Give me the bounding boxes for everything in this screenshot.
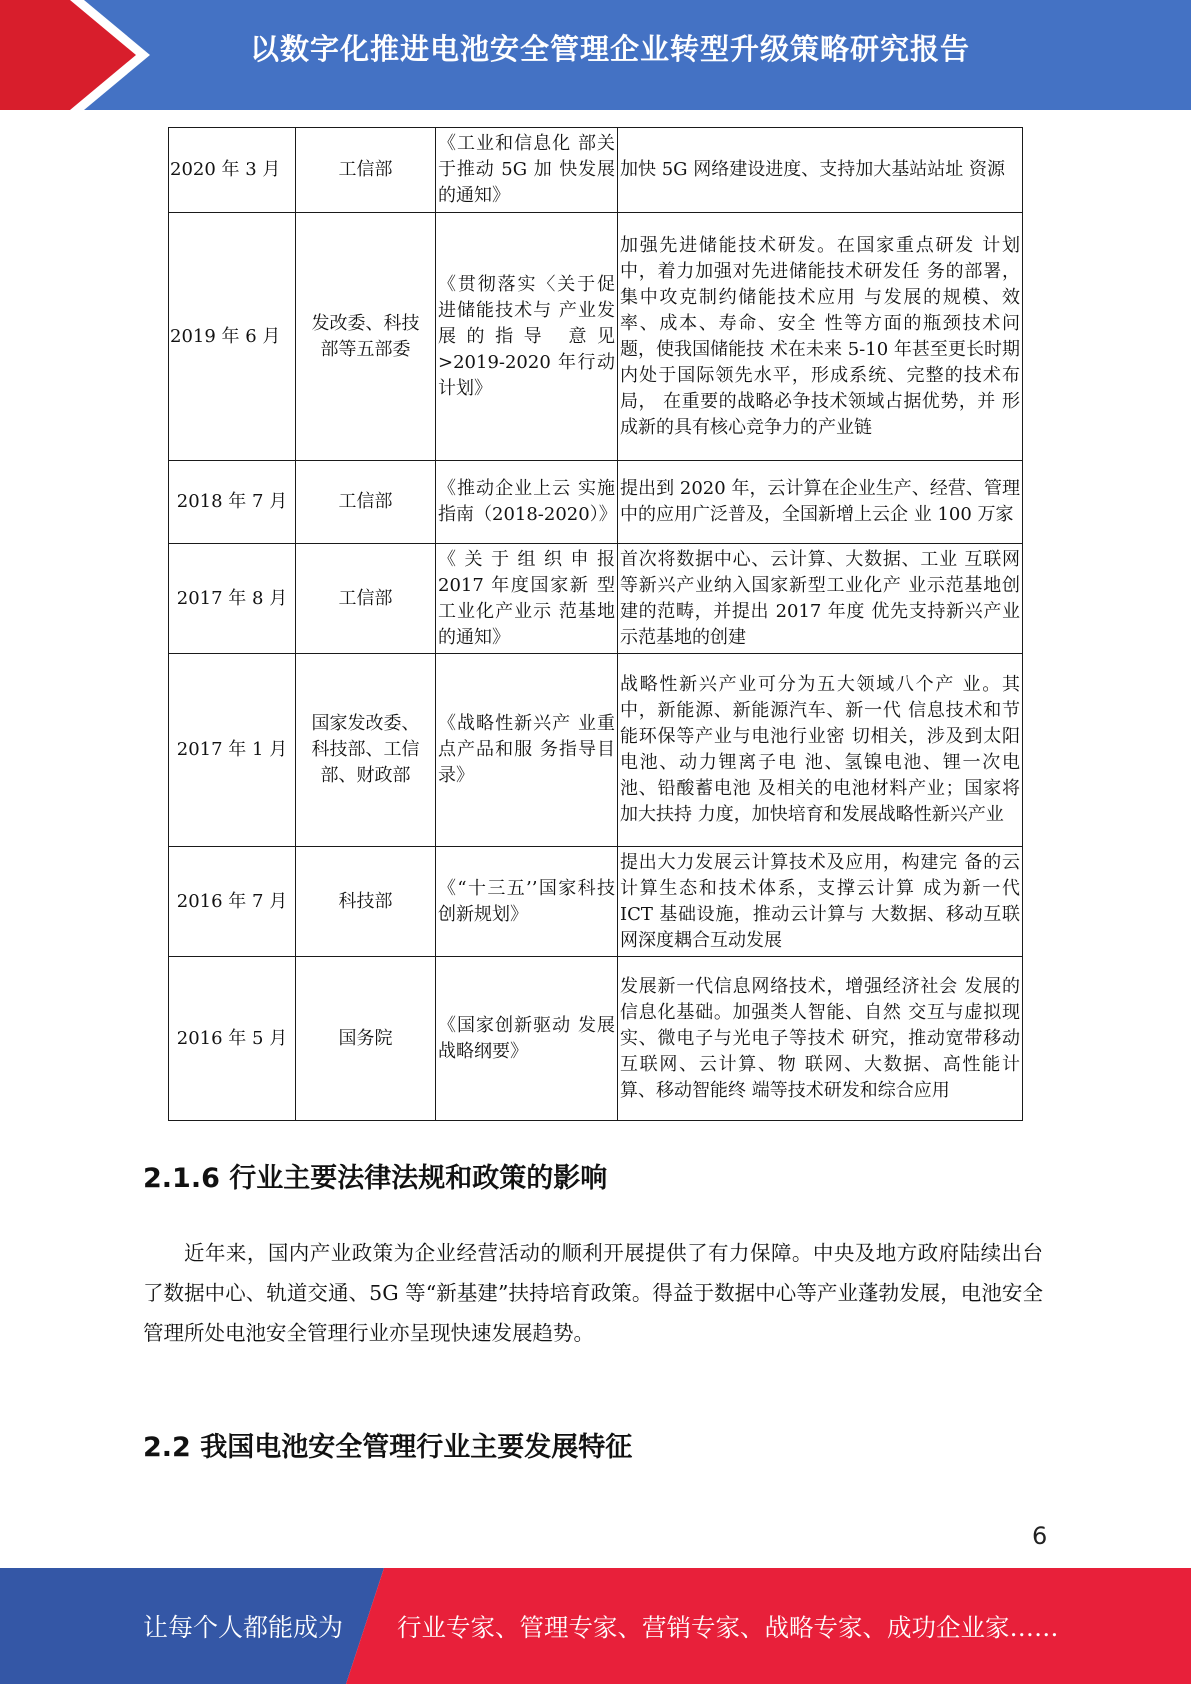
content-cell: 加强先进储能技术研发。在国家重点研发 计划中，着力加强对先进储能技术研发任 务的部署，集中攻克制约储能技术应用 与发展的规模、效率、成本、寿命、安全 性等方面的瓶颈技术问题，使我国储能技 术在未来 5-10 年甚至更长时期内处于国际领先水平，形成系统、完整的技术布局， 在重要的战略必争技术领域占据优势，并 形成新的具有核心竞争力的产业链: [618, 213, 1023, 461]
document-cell: 《国家创新驱动 发展战略纲要》: [436, 957, 618, 1121]
content-cell: 提出到 2020 年，云计算在企业生产、经营、管理中的应用广泛普及，全国新增上云企 业 100 万家: [618, 461, 1023, 544]
content-cell: 加快 5G 网络建设进度、支持加大基站站址 资源: [618, 128, 1023, 213]
document-cell: 《战略性新兴产 业重点产品和服 务指导目录》: [436, 654, 618, 847]
policy-row: [169, 957, 1023, 1121]
section-paragraph: 近年来，国内产业政策为企业经营活动的顺利开展提供了有力保障。中央及地方政府陆续出台了数据中心、轨道交通、5G 等“新基建”扶持培育政策。得益于数据中心等产业蓬勃发展，电池安全管理所处电池安全管理行业亦呈现快速发展趋势。: [143, 1241, 1043, 1345]
policy-row: [169, 654, 1023, 847]
date-cell: 2017 年 8 月: [169, 544, 296, 654]
content-cell: 战略性新兴产业可分为五大领域八个产 业。其中，新能源、新能源汽车、新一代 信息技术和节能环保等产业与电池行业密 切相关，涉及到太阳电池、动力锂离子电 池、氢镍电池、锂一次电池、铅酸蓄电池 及相关的电池材料产业；国家将加大扶持 力度，加快培育和发展战略性新兴产业: [618, 654, 1023, 847]
department-cell: 工信部: [296, 544, 436, 654]
date-cell: 2018 年 7 月: [169, 461, 296, 544]
section-heading-2-2: 2.2 我国电池安全管理行业主要发展特征: [143, 1432, 633, 1463]
content-cell: 提出大力发展云计算技术及应用，构建完 备的云计算生态和技术体系，支撑云计算 成为新一代 ICT 基础设施，推动云计算与 大数据、移动互联网深度耦合互动发展: [618, 847, 1023, 957]
policy-row: [169, 847, 1023, 957]
document-cell: 《工业和信息化 部关于推动 5G 加 快发展的通知》: [436, 128, 618, 213]
document-cell: 《贯彻落实〈关于促进储能技术与 产业发展的指导 意见 >2019-2020 年行动计划》: [436, 213, 618, 461]
date-cell: 2019 年 6 月: [169, 213, 296, 461]
document-cell: 《“十三五’’国家科技创新规划》: [436, 847, 618, 957]
department-cell: 国务院: [296, 957, 436, 1121]
page-number: 6: [1032, 1522, 1048, 1550]
policy-row: [169, 461, 1023, 544]
section-heading-2-1-6: 2.1.6 行业主要法律法规和政策的影响: [143, 1163, 608, 1194]
department-cell: 工信部: [296, 461, 436, 544]
policy-table: [168, 127, 1023, 1121]
report-header: [0, 0, 1191, 110]
document-cell: 《关于组织申报 2017 年度国家新 型工业化产业示 范基地的通知》: [436, 544, 618, 654]
policy-row: [169, 128, 1023, 213]
content-cell: 发展新一代信息网络技术，增强经济社会 发展的信息化基础。加强类人智能、自然 交互与虚拟现实、微电子与光电子等技术 研究，推动宽带移动互联网、云计算、物 联网、大数据、高性能计算、移动智能终 端等技术研发和综合应用: [618, 957, 1023, 1121]
report-title: 以数字化推进电池安全管理企业转型升级策略研究报告: [249, 32, 970, 66]
footer-slogan-roles: 行业专家、管理专家、营销专家、战略专家、成功企业家……: [397, 1613, 1059, 1642]
date-cell: 2017 年 1 月: [169, 654, 296, 847]
policy-row: [169, 213, 1023, 461]
footer-slogan-lead: 让每个人都能成为: [143, 1613, 344, 1642]
department-cell: 工信部: [296, 128, 436, 213]
department-cell: 发改委、科技部等五部委: [296, 213, 436, 461]
content-cell: 首次将数据中心、云计算、大数据、工业 互联网等新兴产业纳入国家新型工业化产 业示范基地创建的范畴，并提出 2017 年度 优先支持新兴产业示范基地的创建: [618, 544, 1023, 654]
department-cell: 国家发改委、科技部、工信部、财政部: [296, 654, 436, 847]
date-cell: 2016 年 5 月: [169, 957, 296, 1121]
date-cell: 2016 年 7 月: [169, 847, 296, 957]
document-cell: 《推动企业上云 实施指南（2018-2020）》: [436, 461, 618, 544]
date-cell: 2020 年 3 月: [169, 128, 296, 213]
policy-row: [169, 544, 1023, 654]
report-footer: [0, 1568, 1191, 1684]
department-cell: 科技部: [296, 847, 436, 957]
